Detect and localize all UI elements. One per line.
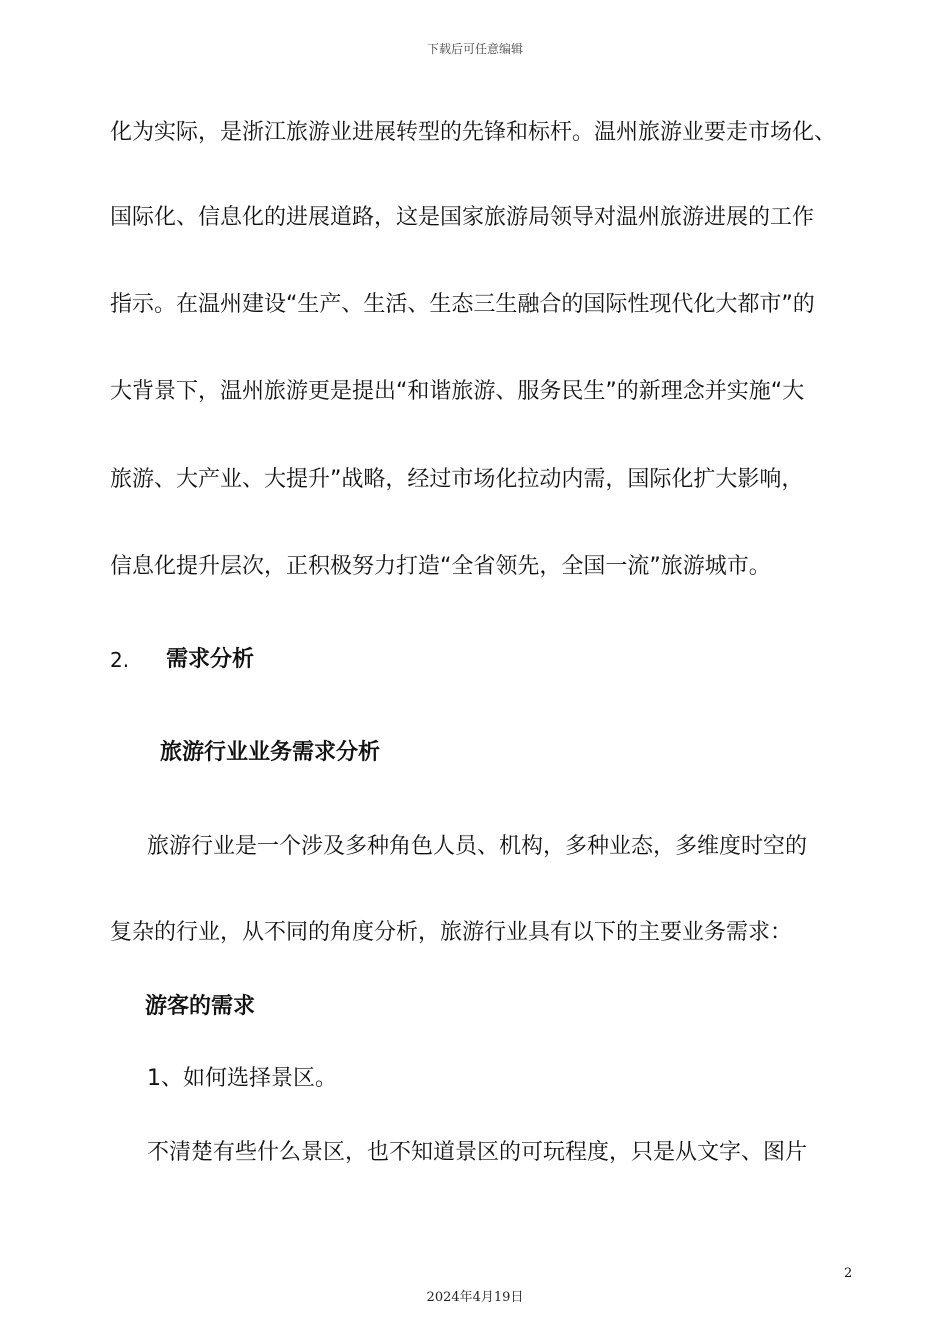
paragraph-line: 化为实际，是浙江旅游业进展转型的先锋和标杆。温州旅游业要走市场化、 [110, 120, 837, 145]
subsection-title: 旅游行业业务需求分析 [160, 740, 381, 765]
page-number: 2 [844, 1266, 853, 1281]
paragraph-line: 旅游、大产业、大提升”战略，经过市场化拉动内需，国际化扩大影响， [110, 467, 804, 492]
section-title: 需求分析 [166, 647, 255, 672]
paragraph-line: 大背景下，温州旅游更是提出“和谐旅游、服务民生”的新理念并实施“大 [110, 379, 805, 404]
paragraph-line: 信息化提升层次，正积极努力打造“全省领先，全国一流”旅游城市。 [110, 554, 771, 579]
paragraph-line: 国际化、信息化的进展道路，这是国家旅游局领导对温州旅游进展的工作 [110, 205, 815, 230]
paragraph-line: 不清楚有些什么景区，也不知道景区的可玩程度，只是从文字、图片 [147, 1140, 808, 1165]
section-number: 2. [110, 648, 130, 672]
footer-date: 2024年4月19日 [426, 1290, 524, 1305]
paragraph-line: 指示。在温州建设“生产、生活、生态三生融合的国际性现代化大都市”的 [110, 292, 815, 317]
list-item: 1、如何选择景区。 [147, 1066, 337, 1091]
subheading: 游客的需求 [145, 994, 256, 1019]
paragraph-line: 复杂的行业，从不同的角度分析，旅游行业具有以下的主要业务需求： [110, 920, 793, 945]
page-header: 下载后可任意编辑 [426, 42, 523, 56]
paragraph-line: 旅游行业是一个涉及多种角色人员、机构，多种业态，多维度时空的 [147, 834, 808, 859]
